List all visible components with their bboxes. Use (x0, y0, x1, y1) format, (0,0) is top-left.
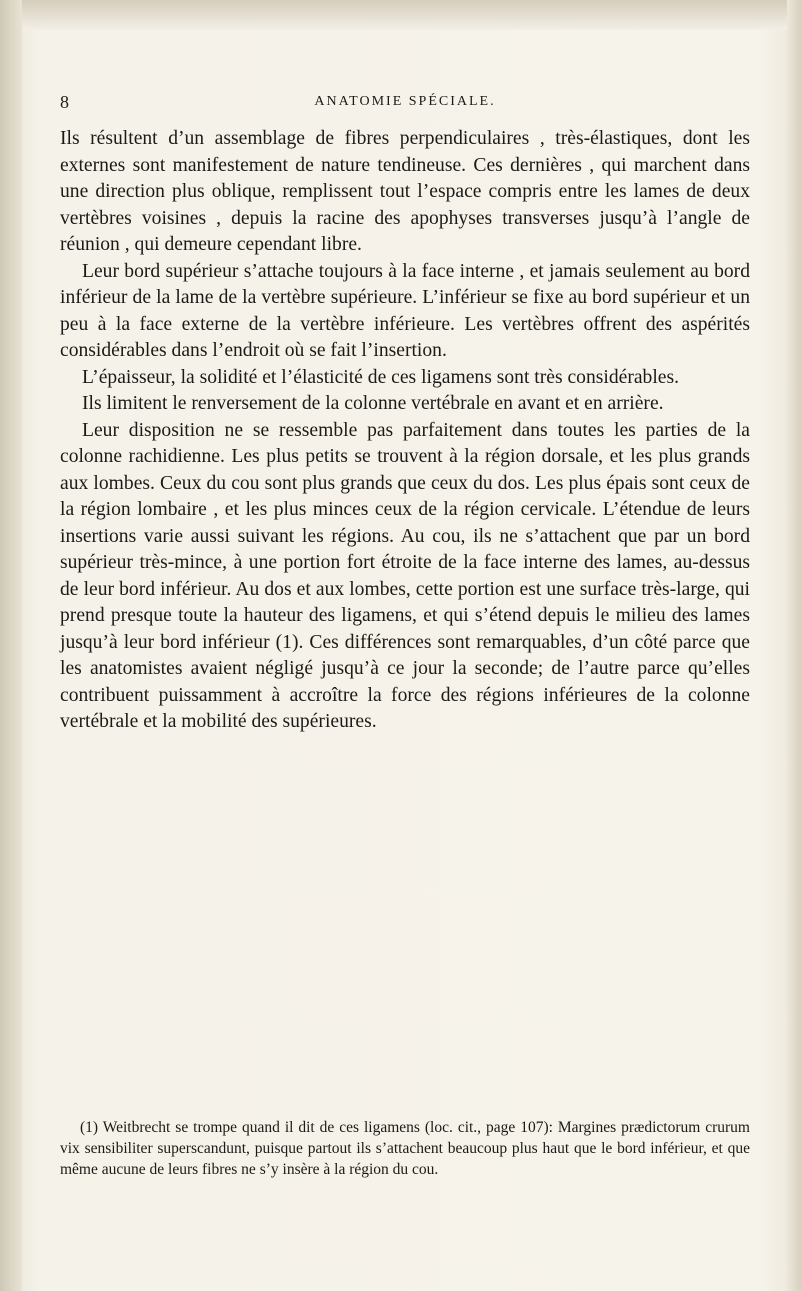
running-head: ANATOMIE SPÉCIALE. (314, 94, 496, 109)
paragraph: Ils limitent le renversement de la colonne vertébrale en avant et en arrière. (82, 393, 664, 414)
paragraph: Ils résultent d’un assemblage de fibres perpendiculaires , très-élastiques, dont les externes sont manifestement de nature tendineuse. Ces dernières , qui marchent dans une direction plus oblique, remplissent tout l’espace compris entre les lames de deux vertèbres voisines , depuis la racine des apophyses transverses jusqu’à l’angle de réunion , qui demeure cependant libre. (60, 128, 750, 255)
page-number: 8 (60, 92, 69, 112)
paragraph: Leur bord supérieur s’attache toujours à la face interne , et jamais seulement au bord inférieur de la lame de la vertèbre supérieure. L’inférieur se fixe au bord supérieur et un peu à la face externe de la vertèbre inférieure. Les vertèbres offrent des aspérités considérables dans l’endroit où se fait l’insertion. (60, 260, 750, 361)
paragraph: L’épaisseur, la solidité et l’élasticité de ces ligamens sont très considérables. (82, 366, 680, 388)
footnote (60, 1117, 750, 1180)
paragraph: Leur disposition ne se ressemble pas parfaitement dans toutes les parties de la colonne rachidienne. Les plus petits se trouvent à la région dorsale, et les plus grands aux lombes. Ceux du cou sont plus grands que ceux du dos. Les plus épais sont ceux de la région lombaire , et les plus minces ceux de la région cervicale. L’étendue de leurs insertions varie aussi suivant les régions. Au cou, ils ne s’attachent que par un bord supérieur très-mince, à une portion fort étroite de la face interne des lames, au-dessus de leur bord inférieur. Au dos et aux lombes, cette portion est une surface très-large, qui prend presque toute la hauteur des ligamens, et qui s’étend depuis le milieu des lames jusqu’à leur bord inférieur (1). Ces différences sont remarquables, d’un côté parce que les anatomistes avaient négligé jusqu’à ce jour la seconde; de l’autre parce qu’elles contribuent puissamment à accroître la force des régions inférieures de la colonne vertébrale et la mobilité des supérieures. (60, 419, 750, 732)
page-top-shadow (0, 0, 801, 30)
page-edge (787, 0, 801, 1291)
page-header (60, 92, 750, 116)
main-text (60, 126, 750, 736)
binding-edge (0, 0, 22, 1291)
footnote-text: (1) Weitbrecht se trompe quand il dit de ces ligamens (loc. cit., page 107): Margines prædictorum crurum vix sensibiliter superscandunt, puisque partout ils s’attachent beaucoup plus haut que le bord inférieur, et que même aucune de leurs fibres ne s’y insère à la région du cou. (60, 1119, 750, 1178)
